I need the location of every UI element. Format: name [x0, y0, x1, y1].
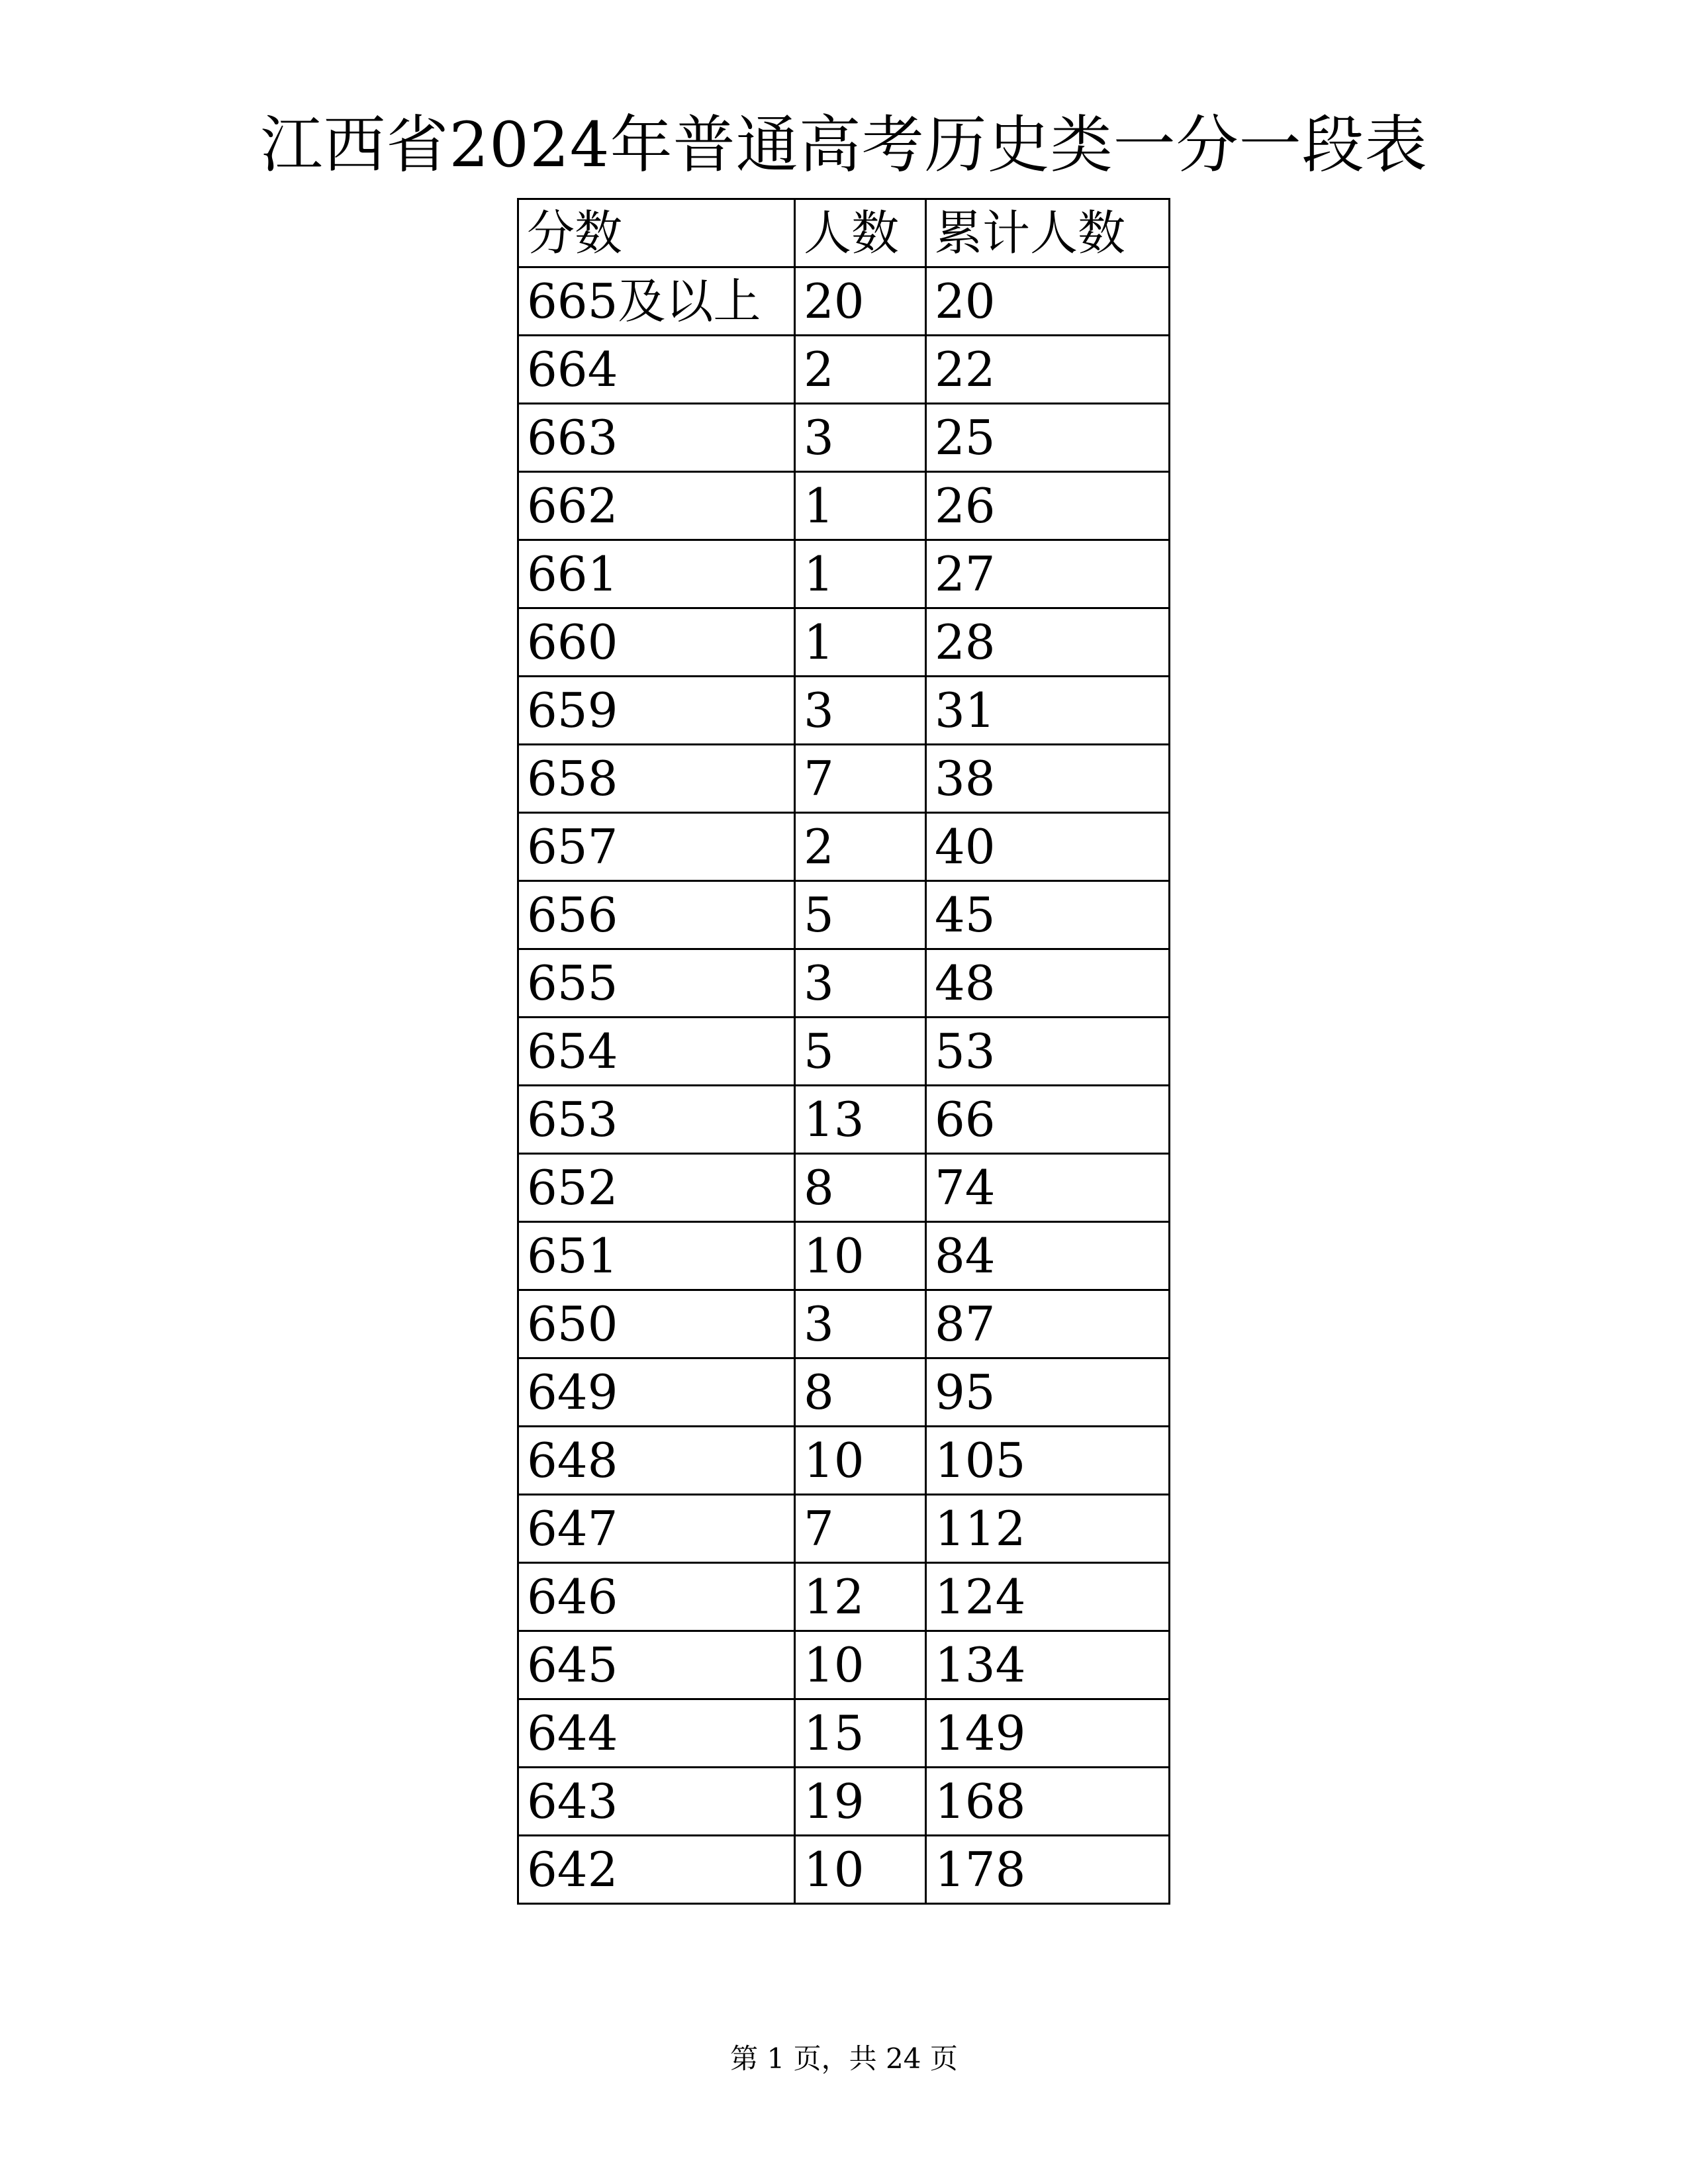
table-row	[518, 1018, 1170, 1086]
cell-score: 655	[518, 949, 795, 1018]
header-score: 分数	[518, 199, 795, 267]
header-count: 人数	[795, 199, 926, 267]
cell-score: 654	[518, 1018, 795, 1086]
cell-score: 661	[518, 540, 795, 608]
cell-score: 644	[518, 1699, 795, 1768]
cell-count: 13	[795, 1086, 926, 1154]
cell-count: 10	[795, 1427, 926, 1495]
cell-cumulative: 48	[926, 949, 1170, 1018]
table-row	[518, 1495, 1170, 1563]
cell-score: 647	[518, 1495, 795, 1563]
cell-cumulative: 53	[926, 1018, 1170, 1086]
header-cumulative: 累计人数	[926, 199, 1170, 267]
table-row	[518, 1768, 1170, 1836]
table-row	[518, 1086, 1170, 1154]
cell-cumulative: 112	[926, 1495, 1170, 1563]
document-title: 江西省2024年普通高考历史类一分一段表	[260, 109, 1428, 181]
page-footer	[0, 2039, 1688, 2079]
cell-count: 3	[795, 677, 926, 745]
table-row	[518, 1427, 1170, 1495]
cell-count: 5	[795, 1018, 926, 1086]
cell-score: 653	[518, 1086, 795, 1154]
table-header-row	[518, 199, 1170, 267]
cell-cumulative: 22	[926, 336, 1170, 404]
cell-cumulative: 20	[926, 267, 1170, 336]
table-body	[518, 199, 1170, 1904]
table-row	[518, 1154, 1170, 1222]
table-row	[518, 336, 1170, 404]
cell-count: 1	[795, 540, 926, 608]
cell-count: 7	[795, 745, 926, 813]
cell-cumulative: 31	[926, 677, 1170, 745]
cell-count: 1	[795, 472, 926, 540]
cell-score: 658	[518, 745, 795, 813]
cell-score: 649	[518, 1358, 795, 1427]
cell-score: 663	[518, 404, 795, 472]
cell-score: 664	[518, 336, 795, 404]
cell-score: 657	[518, 813, 795, 881]
cell-cumulative: 87	[926, 1290, 1170, 1358]
cell-cumulative: 178	[926, 1836, 1170, 1904]
table-row	[518, 677, 1170, 745]
table-row	[518, 813, 1170, 881]
cell-count: 8	[795, 1154, 926, 1222]
table-row	[518, 404, 1170, 472]
cell-cumulative: 45	[926, 881, 1170, 949]
footer-mid: 页，共	[793, 2042, 877, 2075]
cell-count: 3	[795, 949, 926, 1018]
cell-count: 10	[795, 1631, 926, 1699]
cell-count: 5	[795, 881, 926, 949]
table-row	[518, 745, 1170, 813]
cell-count: 12	[795, 1563, 926, 1631]
footer-suffix: 页	[929, 2042, 958, 2075]
score-distribution-table	[517, 198, 1170, 1905]
table-row	[518, 1290, 1170, 1358]
cell-score: 648	[518, 1427, 795, 1495]
cell-score: 660	[518, 608, 795, 677]
cell-count: 15	[795, 1699, 926, 1768]
table-row	[518, 881, 1170, 949]
cell-score: 659	[518, 677, 795, 745]
cell-count: 10	[795, 1222, 926, 1290]
cell-score: 656	[518, 881, 795, 949]
table-row	[518, 540, 1170, 608]
cell-count: 19	[795, 1768, 926, 1836]
cell-count: 2	[795, 813, 926, 881]
cell-cumulative: 134	[926, 1631, 1170, 1699]
footer-current-page: 1	[767, 2042, 785, 2075]
cell-cumulative: 95	[926, 1358, 1170, 1427]
cell-count: 20	[795, 267, 926, 336]
cell-score: 645	[518, 1631, 795, 1699]
footer-total-pages: 24	[886, 2042, 921, 2075]
cell-cumulative: 26	[926, 472, 1170, 540]
cell-count: 10	[795, 1836, 926, 1904]
cell-cumulative: 149	[926, 1699, 1170, 1768]
cell-score: 665及以上	[518, 267, 795, 336]
footer-prefix: 第	[730, 2042, 759, 2075]
cell-cumulative: 124	[926, 1563, 1170, 1631]
cell-cumulative: 40	[926, 813, 1170, 881]
cell-count: 3	[795, 1290, 926, 1358]
cell-count: 2	[795, 336, 926, 404]
cell-cumulative: 25	[926, 404, 1170, 472]
cell-score: 662	[518, 472, 795, 540]
table-row	[518, 1836, 1170, 1904]
table-row	[518, 1222, 1170, 1290]
cell-score: 642	[518, 1836, 795, 1904]
cell-cumulative: 168	[926, 1768, 1170, 1836]
cell-cumulative: 66	[926, 1086, 1170, 1154]
cell-cumulative: 84	[926, 1222, 1170, 1290]
cell-count: 3	[795, 404, 926, 472]
cell-count: 1	[795, 608, 926, 677]
cell-count: 8	[795, 1358, 926, 1427]
cell-cumulative: 105	[926, 1427, 1170, 1495]
table-row	[518, 1631, 1170, 1699]
cell-score: 651	[518, 1222, 795, 1290]
table-row	[518, 1563, 1170, 1631]
table-row	[518, 472, 1170, 540]
cell-cumulative: 28	[926, 608, 1170, 677]
cell-cumulative: 27	[926, 540, 1170, 608]
cell-cumulative: 74	[926, 1154, 1170, 1222]
cell-score: 652	[518, 1154, 795, 1222]
table-row	[518, 608, 1170, 677]
cell-score: 643	[518, 1768, 795, 1836]
cell-score: 646	[518, 1563, 795, 1631]
table-row	[518, 949, 1170, 1018]
table-row	[518, 1358, 1170, 1427]
table-row	[518, 1699, 1170, 1768]
table-row	[518, 267, 1170, 336]
cell-cumulative: 38	[926, 745, 1170, 813]
cell-score: 650	[518, 1290, 795, 1358]
cell-count: 7	[795, 1495, 926, 1563]
